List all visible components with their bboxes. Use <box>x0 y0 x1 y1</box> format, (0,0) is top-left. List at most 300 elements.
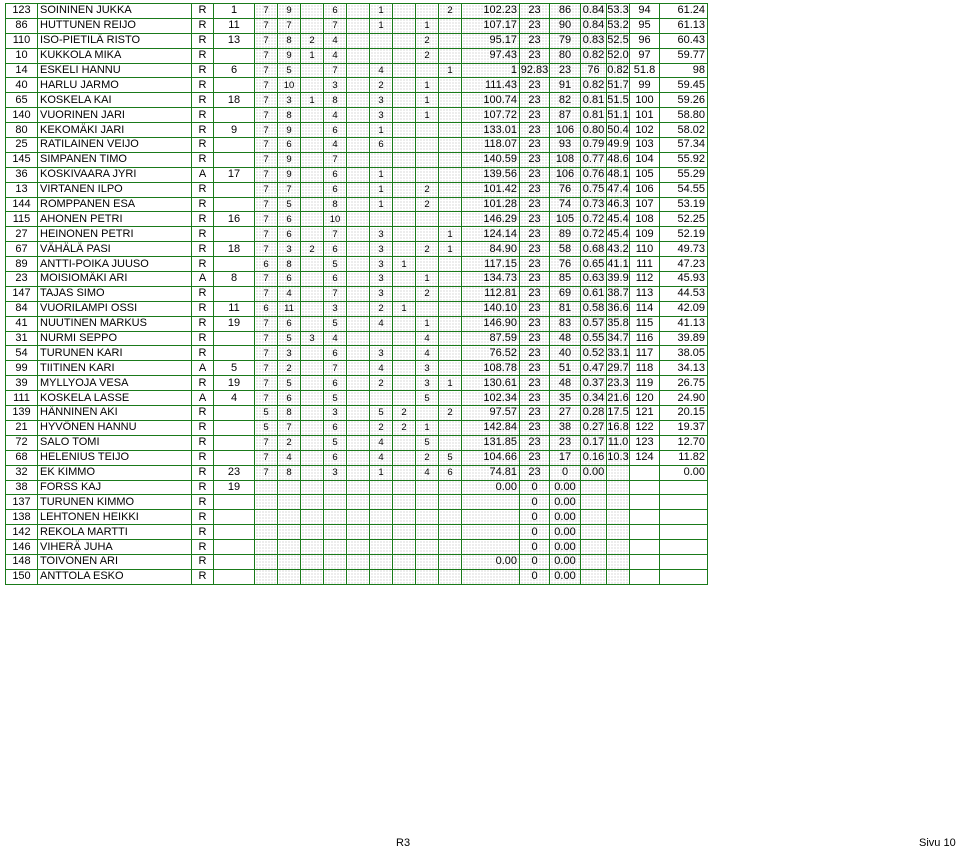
score-col-7-cell <box>393 182 416 197</box>
score-col-5-cell <box>347 152 370 167</box>
score-col-6-cell: 3 <box>370 227 393 242</box>
rank-cell: 111 <box>630 257 660 272</box>
score-col-5-cell <box>347 391 370 406</box>
ratio-cell: 0.63 <box>581 272 607 287</box>
score-col-3-cell <box>301 301 324 316</box>
score-col-6-cell: 5 <box>370 406 393 421</box>
player-name-cell: AHONEN PETRI <box>38 212 192 227</box>
score-col-2-cell: 3 <box>278 242 301 257</box>
percentage-cell <box>607 510 630 525</box>
player-name-cell: FORSS KAJ <box>38 480 192 495</box>
player-number-cell: 111 <box>6 391 38 406</box>
score-col-6-cell <box>370 331 393 346</box>
score-col-6-cell: 3 <box>370 286 393 301</box>
games-count-cell: 23 <box>520 346 550 361</box>
score-col-6-cell <box>370 212 393 227</box>
score-col-6-cell: 6 <box>370 138 393 153</box>
score-col-8-cell: 5 <box>416 391 439 406</box>
games-count-cell: 0 <box>520 540 550 555</box>
rank-cell: 94 <box>630 4 660 19</box>
score-col-1-cell: 5 <box>255 420 278 435</box>
index-value-cell: 12.70 <box>660 435 708 450</box>
points-total-cell: 102.23 <box>462 4 520 19</box>
score-col-9-cell <box>439 33 462 48</box>
handicap-cell <box>214 406 255 421</box>
score-col-3-cell <box>301 435 324 450</box>
class-code-cell: R <box>192 465 214 480</box>
handicap-cell <box>214 286 255 301</box>
score-col-1-cell: 7 <box>255 435 278 450</box>
ratio-cell: 0.34 <box>581 391 607 406</box>
score-col-4-cell: 7 <box>324 227 347 242</box>
score-col-4-cell: 4 <box>324 138 347 153</box>
table-row <box>6 212 708 227</box>
total-score-cell: 0.00 <box>550 495 581 510</box>
score-col-8-cell <box>416 569 439 584</box>
class-code-cell: R <box>192 123 214 138</box>
score-col-1-cell: 7 <box>255 197 278 212</box>
score-col-3-cell <box>301 406 324 421</box>
score-col-3-cell <box>301 391 324 406</box>
percentage-cell: 39.9 <box>607 272 629 285</box>
score-col-5-cell <box>347 316 370 331</box>
percentage-cell: 45.4 <box>607 227 629 240</box>
games-count-cell: 0 <box>520 554 550 569</box>
player-name-cell: TURUNEN KARI <box>38 346 192 361</box>
score-col-6-cell: 4 <box>370 63 393 78</box>
score-col-2-cell: 2 <box>278 435 301 450</box>
score-col-9-cell: 6 <box>439 465 462 480</box>
rank-cell: 124 <box>630 450 660 465</box>
games-count-cell: 23 <box>520 257 550 272</box>
score-col-6-cell <box>370 525 393 540</box>
score-col-7-cell <box>393 18 416 33</box>
score-col-4-cell: 3 <box>324 406 347 421</box>
score-col-4-cell: 10 <box>324 212 347 227</box>
score-col-4-cell: 6 <box>324 272 347 287</box>
score-col-5-cell <box>347 48 370 63</box>
table-row <box>6 391 708 406</box>
score-col-6-cell: 1 <box>370 4 393 19</box>
total-score-cell: 85 <box>550 272 581 287</box>
player-number-cell: 139 <box>6 406 38 421</box>
index-value-cell: 39.89 <box>660 331 708 346</box>
player-number-cell: 65 <box>6 93 38 108</box>
score-col-2-cell: 11 <box>278 301 301 316</box>
class-code-cell: R <box>192 525 214 540</box>
score-col-4-cell <box>324 569 347 584</box>
table-row <box>6 4 708 19</box>
index-value-cell <box>660 510 708 525</box>
player-name-cell: VIHERÄ JUHA <box>38 540 192 555</box>
score-col-9-cell <box>439 420 462 435</box>
table-row <box>6 63 708 78</box>
class-code-cell: A <box>192 272 214 287</box>
class-code-cell: R <box>192 182 214 197</box>
player-number-cell: 10 <box>6 48 38 63</box>
percentage-cell: 48.1 <box>607 168 629 181</box>
table-row <box>6 78 708 93</box>
score-col-5-cell <box>347 376 370 391</box>
percentage-cell <box>607 525 630 540</box>
class-code-cell: R <box>192 78 214 93</box>
points-total-cell: 142.84 <box>462 420 520 435</box>
score-col-3-cell <box>301 286 324 301</box>
points-total-cell: 140.59 <box>462 152 520 167</box>
percentage-cell <box>607 554 630 569</box>
score-col-7-cell <box>393 227 416 242</box>
total-score-cell: 0.00 <box>550 480 581 495</box>
score-col-9-cell <box>439 152 462 167</box>
score-col-9-cell <box>439 212 462 227</box>
score-col-2-cell <box>278 569 301 584</box>
total-score-cell: 40 <box>550 346 581 361</box>
score-col-6-cell: 2 <box>370 420 393 435</box>
score-col-2-cell <box>278 554 301 569</box>
percentage-cell: 50.4 <box>607 123 629 136</box>
score-col-6-cell: 3 <box>370 93 393 108</box>
table-row <box>6 108 708 123</box>
games-count-cell: 23 <box>520 391 550 406</box>
score-col-5-cell <box>347 212 370 227</box>
percentage-cell: 23.3 <box>607 376 629 389</box>
index-value-cell: 60.43 <box>660 33 708 48</box>
score-col-1-cell: 7 <box>255 108 278 123</box>
class-code-cell: R <box>192 257 214 272</box>
index-value-cell <box>660 540 708 555</box>
games-count-cell: 23 <box>520 197 550 212</box>
score-col-3-cell: 1 <box>301 93 324 108</box>
score-col-3-cell <box>301 272 324 287</box>
games-count-cell: 23 <box>520 33 550 48</box>
games-count-cell: 23 <box>520 18 550 33</box>
index-value-cell: 20.15 <box>660 406 708 421</box>
points-total-cell: 118.07 <box>462 138 520 153</box>
percentage-cell <box>607 569 630 584</box>
score-col-8-cell <box>416 301 439 316</box>
player-number-cell: 54 <box>6 346 38 361</box>
score-col-7-cell <box>393 152 416 167</box>
player-name-cell: TOIVONEN ARI <box>38 554 192 569</box>
score-col-2-cell: 8 <box>278 406 301 421</box>
score-col-3-cell <box>301 361 324 376</box>
handicap-cell <box>214 182 255 197</box>
score-col-9-cell <box>439 391 462 406</box>
total-score-cell: 91 <box>550 78 581 93</box>
score-col-3-cell <box>301 78 324 93</box>
player-name-cell: KUKKOLA MIKA <box>38 48 192 63</box>
score-col-3-cell <box>301 167 324 182</box>
score-col-3-cell <box>301 18 324 33</box>
score-col-3-cell <box>301 495 324 510</box>
score-col-9-cell <box>439 495 462 510</box>
games-count-cell: 23 <box>520 212 550 227</box>
class-code-cell: R <box>192 48 214 63</box>
points-total-cell: 124.14 <box>462 227 520 242</box>
ratio-cell <box>581 569 607 584</box>
score-col-3-cell <box>301 510 324 525</box>
handicap-cell <box>214 435 255 450</box>
ratio-cell: 0.72 <box>581 227 607 242</box>
player-number-cell: 13 <box>6 182 38 197</box>
table-row <box>6 227 708 242</box>
rank-cell: 106 <box>630 182 660 197</box>
ratio-cell <box>581 525 607 540</box>
points-total-cell: 84.90 <box>462 242 520 257</box>
score-col-3-cell <box>301 525 324 540</box>
score-col-8-cell: 2 <box>416 286 439 301</box>
total-score-cell: 0 <box>550 465 581 480</box>
ratio-cell <box>581 480 607 495</box>
class-code-cell: R <box>192 420 214 435</box>
score-col-7-cell <box>393 376 416 391</box>
score-col-9-cell <box>439 197 462 212</box>
score-col-2-cell <box>278 480 301 495</box>
score-col-9-cell <box>439 480 462 495</box>
handicap-cell <box>214 257 255 272</box>
ratio-cell: 76 <box>581 63 607 78</box>
score-col-6-cell <box>370 495 393 510</box>
score-col-5-cell <box>347 465 370 480</box>
score-col-6-cell <box>370 480 393 495</box>
score-col-2-cell: 8 <box>278 108 301 123</box>
rank-cell <box>630 569 660 584</box>
table-row <box>6 123 708 138</box>
class-code-cell: R <box>192 286 214 301</box>
score-col-4-cell: 6 <box>324 420 347 435</box>
player-number-cell: 27 <box>6 227 38 242</box>
rank-cell: 115 <box>630 316 660 331</box>
score-col-5-cell <box>347 495 370 510</box>
score-col-7-cell <box>393 361 416 376</box>
class-code-cell: A <box>192 167 214 182</box>
index-value-cell: 49.73 <box>660 242 708 257</box>
percentage-cell <box>607 465 630 480</box>
handicap-cell <box>214 152 255 167</box>
total-score-cell: 38 <box>550 420 581 435</box>
score-col-5-cell <box>347 331 370 346</box>
score-col-8-cell: 4 <box>416 346 439 361</box>
table-row <box>6 316 708 331</box>
player-name-cell: ROMPPANEN ESA <box>38 197 192 212</box>
ratio-cell: 0.55 <box>581 331 607 346</box>
class-code-cell: R <box>192 569 214 584</box>
handicap-cell: 23 <box>214 465 255 480</box>
index-value-cell: 52.25 <box>660 212 708 227</box>
score-col-4-cell: 8 <box>324 93 347 108</box>
class-code-cell: R <box>192 212 214 227</box>
score-col-9-cell <box>439 361 462 376</box>
class-code-cell: R <box>192 138 214 153</box>
score-col-4-cell: 7 <box>324 63 347 78</box>
class-code-cell: R <box>192 450 214 465</box>
score-col-2-cell: 4 <box>278 286 301 301</box>
score-col-2-cell: 9 <box>278 123 301 138</box>
index-value-cell: 55.29 <box>660 167 708 182</box>
score-col-3-cell <box>301 554 324 569</box>
percentage-cell: 49.9 <box>607 138 629 151</box>
score-col-1-cell: 5 <box>255 406 278 421</box>
score-col-8-cell: 1 <box>416 316 439 331</box>
score-col-2-cell: 6 <box>278 227 301 242</box>
games-count-cell: 23 <box>520 435 550 450</box>
class-code-cell: R <box>192 93 214 108</box>
points-total-cell: 131.85 <box>462 435 520 450</box>
score-col-6-cell <box>370 510 393 525</box>
ratio-cell: 0.27 <box>581 420 607 435</box>
player-number-cell: 89 <box>6 257 38 272</box>
score-col-7-cell <box>393 540 416 555</box>
player-number-cell: 137 <box>6 495 38 510</box>
points-total-cell: 146.29 <box>462 212 520 227</box>
score-col-9-cell <box>439 272 462 287</box>
class-code-cell: R <box>192 435 214 450</box>
player-name-cell: ISO-PIETILÄ RISTO <box>38 33 192 48</box>
player-name-cell: KOSKELA LASSE <box>38 391 192 406</box>
index-value-cell: 42.09 <box>660 301 708 316</box>
player-number-cell: 14 <box>6 63 38 78</box>
player-name-cell: HYVÖNEN HANNU <box>38 420 192 435</box>
score-col-2-cell <box>278 510 301 525</box>
score-col-2-cell: 2 <box>278 361 301 376</box>
ratio-cell: 0.77 <box>581 152 607 167</box>
score-col-9-cell: 2 <box>439 406 462 421</box>
score-col-7-cell <box>393 78 416 93</box>
player-number-cell: 39 <box>6 376 38 391</box>
class-code-cell: R <box>192 331 214 346</box>
rank-cell: 121 <box>630 406 660 421</box>
points-total-cell: 95.17 <box>462 33 520 48</box>
footer-round-label: R3 <box>396 837 411 849</box>
percentage-cell: 0.82 <box>607 64 629 76</box>
ratio-cell: 0.37 <box>581 376 607 391</box>
score-col-4-cell: 7 <box>324 361 347 376</box>
games-count-cell: 23 <box>520 123 550 138</box>
score-col-8-cell <box>416 540 439 555</box>
score-col-2-cell: 7 <box>278 420 301 435</box>
score-col-9-cell: 1 <box>439 242 462 257</box>
percentage-cell: 36.6 <box>607 302 629 315</box>
handicap-cell: 6 <box>214 63 255 78</box>
score-col-7-cell <box>393 495 416 510</box>
score-col-6-cell <box>370 48 393 63</box>
score-col-3-cell <box>301 182 324 197</box>
rank-cell: 114 <box>630 301 660 316</box>
handicap-cell: 4 <box>214 391 255 406</box>
points-total-cell: 107.17 <box>462 18 520 33</box>
score-col-5-cell <box>347 480 370 495</box>
rank-cell: 123 <box>630 435 660 450</box>
class-code-cell: R <box>192 480 214 495</box>
score-col-6-cell: 1 <box>370 465 393 480</box>
score-col-6-cell: 2 <box>370 376 393 391</box>
score-col-7-cell <box>393 465 416 480</box>
points-total-cell: 134.73 <box>462 272 520 287</box>
rank-cell: 105 <box>630 167 660 182</box>
percentage-cell: 53.3 <box>607 4 629 17</box>
score-col-2-cell <box>278 540 301 555</box>
percentage-cell: 51.1 <box>607 108 629 121</box>
table-row <box>6 540 708 555</box>
player-number-cell: 115 <box>6 212 38 227</box>
player-number-cell: 38 <box>6 480 38 495</box>
index-value-cell: 41.13 <box>660 316 708 331</box>
score-col-4-cell: 3 <box>324 465 347 480</box>
score-col-9-cell: 1 <box>439 63 462 78</box>
points-total-cell: 104.66 <box>462 450 520 465</box>
score-col-4-cell: 7 <box>324 286 347 301</box>
rank-cell: 113 <box>630 286 660 301</box>
score-col-2-cell: 4 <box>278 450 301 465</box>
score-col-8-cell <box>416 495 439 510</box>
player-name-cell: EK KIMMO <box>38 465 192 480</box>
ratio-cell: 0.84 <box>581 18 607 33</box>
rank-cell: 117 <box>630 346 660 361</box>
rank-cell: 97 <box>630 48 660 63</box>
index-value-cell: 34.13 <box>660 361 708 376</box>
total-score-cell: 69 <box>550 286 581 301</box>
percentage-cell: 35.8 <box>607 317 629 330</box>
player-name-cell: MYLLYOJA VESA <box>38 376 192 391</box>
score-col-1-cell: 7 <box>255 63 278 78</box>
score-col-8-cell <box>416 4 439 19</box>
player-number-cell: 123 <box>6 4 38 19</box>
games-count-cell: 23 <box>520 48 550 63</box>
score-col-9-cell <box>439 48 462 63</box>
points-total-cell: 117.15 <box>462 257 520 272</box>
rank-cell: 118 <box>630 361 660 376</box>
ratio-cell: 0.75 <box>581 182 607 197</box>
percentage-cell: 51.5 <box>607 93 629 106</box>
rank-cell <box>630 465 660 480</box>
index-value-cell <box>660 569 708 584</box>
score-col-1-cell: 7 <box>255 331 278 346</box>
rank-cell: 95 <box>630 18 660 33</box>
percentage-cell: 53.2 <box>607 19 629 32</box>
score-col-2-cell: 6 <box>278 316 301 331</box>
score-col-4-cell: 5 <box>324 257 347 272</box>
score-col-1-cell: 7 <box>255 93 278 108</box>
score-col-7-cell <box>393 435 416 450</box>
player-name-cell: TIITINEN KARI <box>38 361 192 376</box>
score-col-6-cell: 3 <box>370 257 393 272</box>
percentage-cell: 45.4 <box>607 212 629 225</box>
handicap-cell: 19 <box>214 480 255 495</box>
ratio-cell: 0.82 <box>581 78 607 93</box>
class-code-cell: R <box>192 346 214 361</box>
points-total-cell: 101.28 <box>462 197 520 212</box>
total-score-cell: 83 <box>550 316 581 331</box>
games-count-cell: 23 <box>520 420 550 435</box>
score-col-2-cell: 8 <box>278 465 301 480</box>
index-value-cell <box>660 554 708 569</box>
index-value-cell <box>660 495 708 510</box>
player-number-cell: 67 <box>6 242 38 257</box>
index-value-cell: 11.82 <box>660 450 708 465</box>
total-score-cell: 108 <box>550 152 581 167</box>
player-number-cell: 80 <box>6 123 38 138</box>
score-col-2-cell: 9 <box>278 167 301 182</box>
score-col-4-cell: 6 <box>324 123 347 138</box>
score-col-2-cell: 9 <box>278 48 301 63</box>
rank-cell: 107 <box>630 197 660 212</box>
class-code-cell: A <box>192 391 214 406</box>
percentage-cell: 16.8 <box>607 421 629 434</box>
rank-cell: 122 <box>630 420 660 435</box>
total-score-cell: 35 <box>550 391 581 406</box>
games-count-cell: 23 <box>520 152 550 167</box>
score-col-8-cell: 5 <box>416 435 439 450</box>
